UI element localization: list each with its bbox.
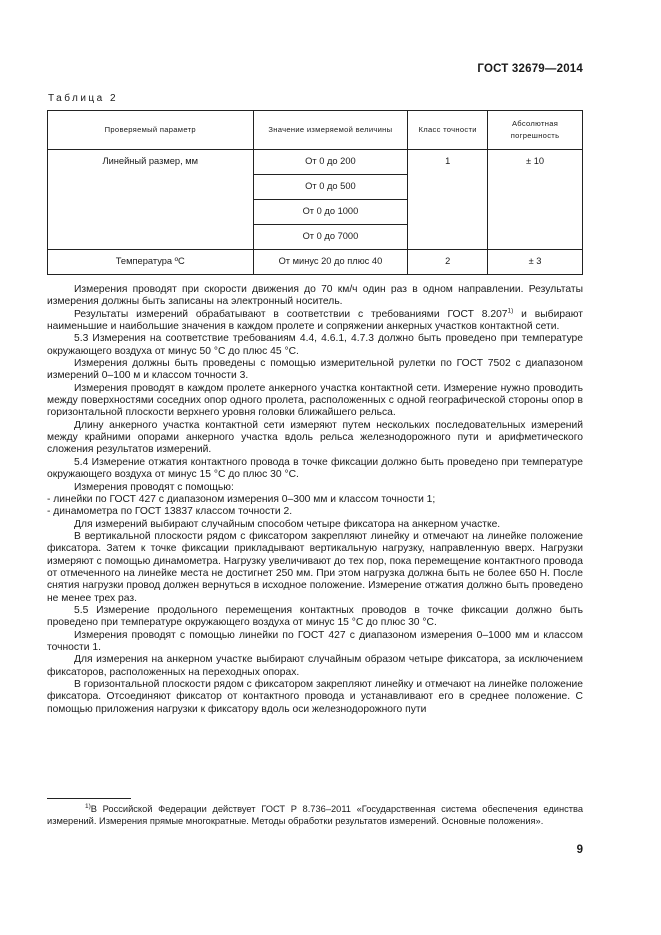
cell-class: 1 bbox=[408, 150, 488, 250]
table-caption: Таблица 2 bbox=[48, 93, 119, 104]
cell-value: От минус 20 до плюс 40 bbox=[253, 250, 408, 275]
paragraph: Измерения проводят в каждом пролете анкерного участка контактной сети. Измерение нужно проводить между поверхностями соседних опор одного пролета, расположенных с одной географической стороны опор в горизонтальной плоскости верхнего уровня головки ближайшего рельса. bbox=[47, 382, 583, 419]
paragraph: Для измерения на анкерном участке выбирают случайным образом четыре фиксатора, за исключением фиксаторов, расположенных на переходных опорах. bbox=[47, 654, 583, 678]
paragraph: 5.3 Измерения на соответствие требованиям 4.4, 4.6.1, 4.7.3 должно быть проведено при температуре окружающего воздуха от минус 50 °С до плюс 45 °С. bbox=[47, 333, 583, 357]
header-value: Значение измеряемой величины bbox=[253, 111, 408, 150]
results-text-cont: и выбирают наименьшие и наибольшие значения в каждом пролете и сопряжении анкерных участков контактной сети. bbox=[47, 308, 583, 333]
table-row bbox=[48, 250, 583, 275]
footnote-ref: 1) bbox=[507, 307, 514, 315]
footnote-text: В Российской Федерации действует ГОСТ Р 8.736–2011 «Государственная система обеспечения единства измерений. Измерения прямые многократные. Методы обработки результатов измерений. Основные положения». bbox=[47, 804, 583, 827]
measurement-table bbox=[47, 110, 583, 275]
header-param: Проверяемый параметр bbox=[48, 111, 254, 150]
paragraph: Длину анкерного участка контактной сети измеряют путем нескольких последовательных измерений между крайними опорами анкерного участка вдоль рельса железнодорожного пути и арифметического сложения результатов измерений. bbox=[47, 419, 583, 456]
paragraph: Измерения проводят с помощью: bbox=[74, 481, 234, 493]
page-number: 9 bbox=[576, 844, 583, 856]
document-header: ГОСТ 32679—2014 bbox=[477, 63, 583, 75]
paragraph: Измерения должны быть проведены с помощью измерительной рулетки по ГОСТ 7502 с диапазоном измерений 0–100 м и классом точности 3. bbox=[47, 358, 583, 382]
body-text bbox=[47, 284, 583, 716]
cell-class: 2 bbox=[408, 250, 488, 275]
header-class: Класс точности bbox=[408, 111, 488, 150]
footnote-divider bbox=[47, 798, 131, 799]
paragraph: Измерения проводят с помощью линейки по ГОСТ 427 с диапазоном измерения 0–1000 мм и классом точности 1. bbox=[47, 629, 583, 653]
paragraph: Измерения проводят при скорости движения до 70 км/ч один раз в одном направлении. Результаты измерения должны быть записаны на электронный носитель. bbox=[47, 284, 583, 308]
list-item: - линейки по ГОСТ 427 с диапазоном измерения 0–300 мм и классом точности 1; bbox=[47, 493, 436, 505]
results-text: Результаты измерений обрабатывают в соответствии с требованиями ГОСТ 8.207 bbox=[74, 308, 508, 320]
cell-error: ± 3 bbox=[488, 250, 583, 275]
cell-value: От 0 до 1000 bbox=[253, 200, 408, 225]
paragraph: 5.5 Измерение продольного перемещения контактных проводов в точке фиксации должно быть проведено при температуре окружающего воздуха от минус 15 °С до плюс 30 °С. bbox=[47, 604, 583, 629]
footnote bbox=[47, 803, 583, 828]
footnote-mark: 1) bbox=[85, 802, 91, 810]
paragraph: В вертикальной плоскости рядом с фиксатором закрепляют линейку и отмечают на линейке положение фиксатора. Затем к точке фиксации прикладывают вертикальную нагрузку, направленную вверх. Нагрузки измеряют с помощью динамометра. Нагрузку увеличивают до тех пор, пока перемещение контактного провода от отмеченного на линейке места не достигнет 250 мм. При этом нагрузка должна быть не более 650 Н. После снятия нагрузки провод должен вернуться в исходное положение. Измерение отжатия должно быть проведено не менее трех раз. bbox=[47, 530, 583, 604]
paragraph-results bbox=[47, 309, 583, 334]
list-item: - динамометра по ГОСТ 13837 классом точности 2. bbox=[47, 506, 293, 518]
table-row bbox=[48, 150, 583, 175]
cell-param: Температура ºС bbox=[48, 250, 254, 275]
paragraph: Для измерений выбирают случайным способом четыре фиксатора на анкерном участке. bbox=[74, 518, 501, 530]
cell-value: От 0 до 500 bbox=[253, 175, 408, 200]
cell-value: От 0 до 7000 bbox=[253, 225, 408, 250]
cell-value: От 0 до 200 bbox=[253, 150, 408, 175]
paragraph: 5.4 Измерение отжатия контактного провода в точке фиксации должно быть проведено при температуре окружающего воздуха от минус 15 °С до плюс 30 °С. bbox=[47, 456, 583, 481]
cell-error: ± 10 bbox=[488, 150, 583, 250]
paragraph: В горизонтальной плоскости рядом с фиксатором закрепляют линейку и отмечают на линейке положение фиксатора. Отсоединяют фиксатор от контактного провода и устанавливают его в среднее положение. С помощью приложения нагрузки к фиксатору вдоль оси железнодорожного пути bbox=[47, 679, 583, 715]
header-error: Абсолютная погрешность bbox=[488, 111, 583, 150]
cell-param: Линейный размер, мм bbox=[48, 150, 254, 250]
